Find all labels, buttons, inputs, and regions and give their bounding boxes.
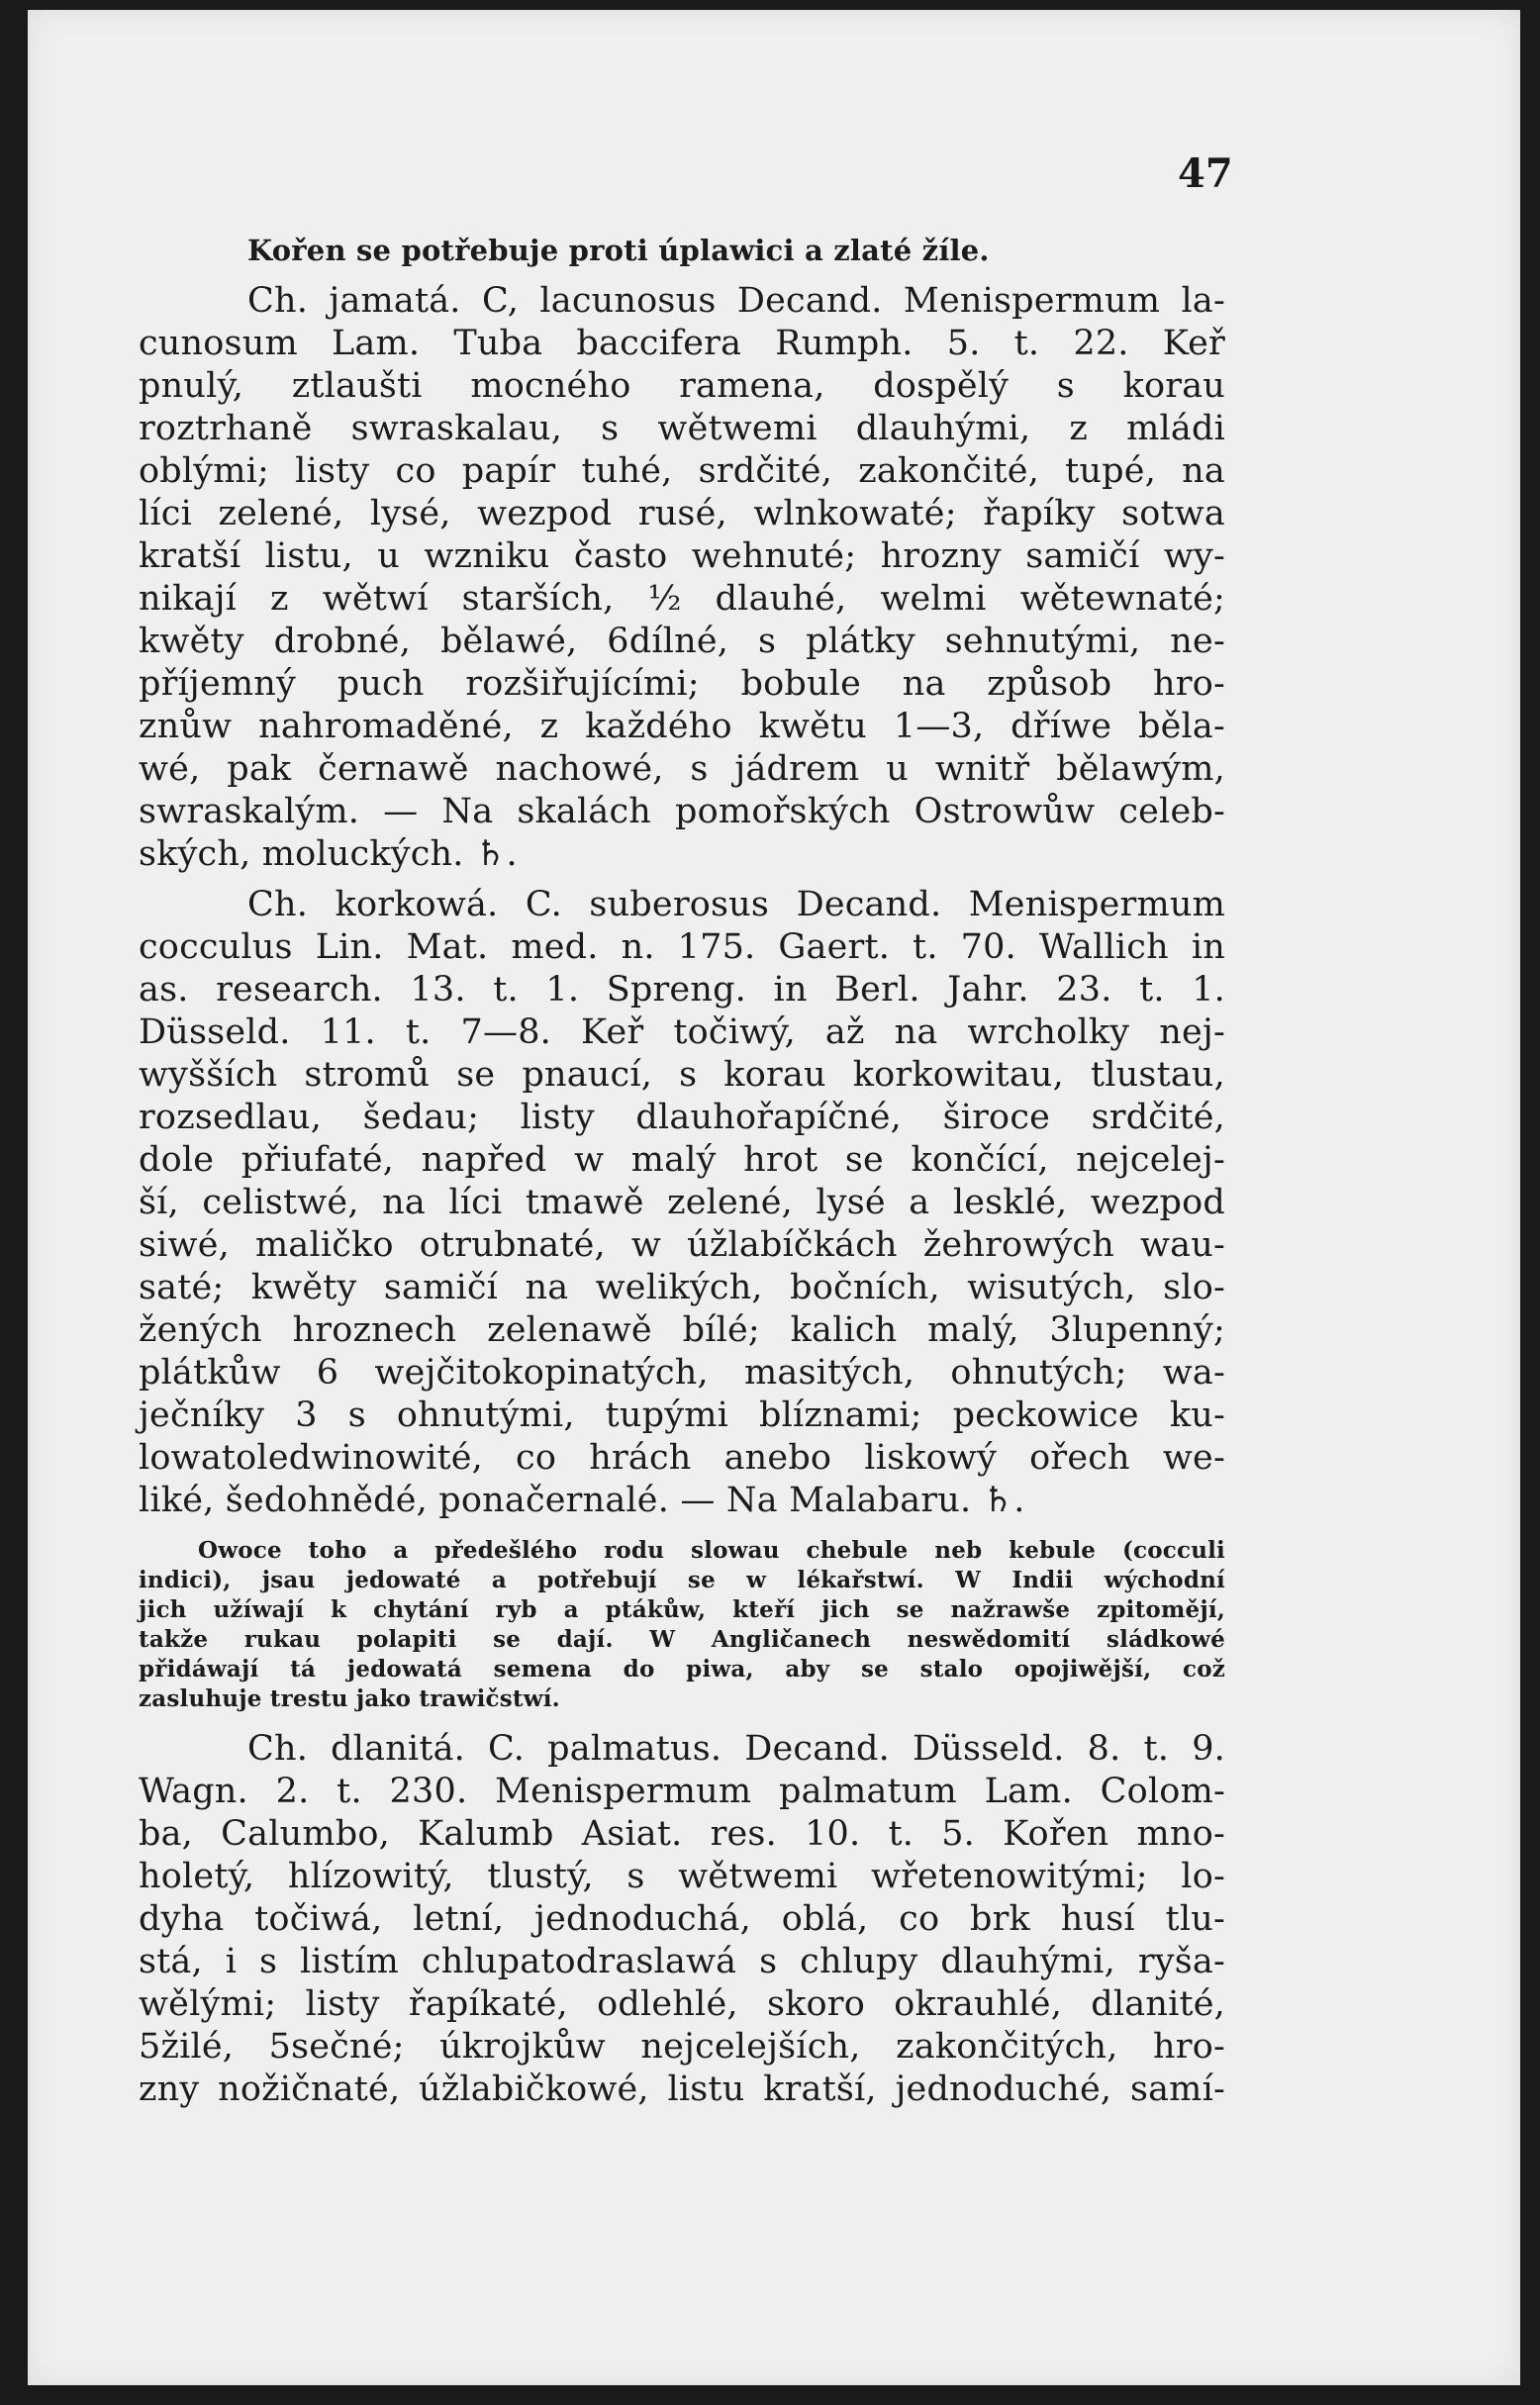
text-line: Düsseld. 11. t. 7—8. Keř točiwý, až na wrcholky nej- [139, 1012, 1225, 1052]
text-line: wé, pak černawě nachowé, s jádrem u wnitř bělawým, [139, 749, 1225, 789]
text-line: stá, i s listím chlupatodraslawá s chlupy dlauhými, ryša- [139, 1942, 1225, 1981]
text-line: pnulý, ztlaušti mocného ramena, dospělý s korau [139, 366, 1225, 406]
text-line: líci zelené, lysé, wezpod rusé, wlnkowaté; řapíky sotwa [139, 494, 1225, 533]
text-line: lowatoledwinowité, co hrách anebo liskowý ořech we- [139, 1438, 1225, 1478]
page-number: 47 [1178, 150, 1233, 197]
text-line: oblými; listy co papír tuhé, srdčité, zakončité, tupé, na [139, 451, 1225, 491]
note-line: přidáwají tá jedowatá semena do piwa, aby se stalo opojiwější, což [139, 1656, 1225, 1683]
footnote-block [139, 1536, 1225, 1714]
text-line: siwé, maličko otrubnaté, w úžlabíčkách žehrowých wau- [139, 1225, 1225, 1265]
note-line: jich užíwají k chytání ryb a ptákůw, kteří jich se nažrawše zpitomějí, [139, 1596, 1225, 1623]
text-line: kwěty drobné, bělawé, 6dílné, s plátky sehnutými, ne- [139, 622, 1225, 661]
text-line: rozsedlau, šedau; listy dlauhořapíčné, široce srdčité, [139, 1098, 1225, 1137]
text-line: swraskalým. — Na skalách pomořských Ostrowůw celeb- [139, 792, 1225, 831]
text-line: cunosum Lam. Tuba baccifera Rumph. 5. t. 22. Keř [139, 324, 1225, 363]
text-line: kratší listu, u wzniku často wehnuté; hrozny samičí wy- [139, 536, 1225, 576]
paragraph-jamata [139, 280, 1225, 876]
text-line: Kořen se potřebuje proti úplawici a zlaté žíle. [247, 234, 990, 267]
text-line: zny nožičnaté, úžlabičkowé, listu kratší, jednoduché, samí- [139, 2069, 1225, 2109]
text-body [139, 230, 1225, 2111]
text-line: Wagn. 2. t. 230. Menispermum palmatum Lam. Colom- [139, 1772, 1225, 1811]
text-line: roztrhaně swraskalau, s wětwemi dlauhými, z mládi [139, 409, 1225, 448]
text-line: dole přiufaté, napřed w malý hrot se končící, nejcelej- [139, 1140, 1225, 1180]
text-line: Ch. jamatá. C, lacunosus Decand. Menispermum la- [247, 281, 1225, 321]
text-line: příjemný puch rozšiřujícími; bobule na způsob hro- [139, 664, 1225, 704]
text-line: wělými; listy řapíkaté, odlehlé, skoro okrauhlé, dlanité, [139, 1984, 1225, 2024]
intro-paragraph [139, 230, 1225, 272]
text-line: liké, šedohnědé, ponačernalé. — Na Malabaru. ♄. [139, 1481, 1025, 1520]
text-line: znůw nahromaděné, z každého kwětu 1—3, dříwe běla- [139, 707, 1225, 746]
note-line: indici), jsau jedowaté a potřebují se w lékařstwí. W Indii wýchodní [139, 1567, 1225, 1593]
note-line: takže rukau polapiti se dají. W Angličanech neswědomití sládkowé [139, 1626, 1225, 1653]
note-line: Owoce toho a předešlého rodu slowau chebule neb kebule (cocculi [198, 1537, 1225, 1564]
text-line: dyha točiwá, letní, jednoduchá, oblá, co brk husí tlu- [139, 1899, 1225, 1939]
paragraph-dlanita [139, 1728, 1225, 2111]
text-line: wyšších stromů se pnaucí, s korau korkowitau, tlustau, [139, 1055, 1225, 1095]
text-line: ských, moluckých. ♄. [139, 834, 518, 874]
text-line: Ch. dlanitá. C. palmatus. Decand. Düsseld. 8. t. 9. [247, 1729, 1225, 1769]
text-line: 5žilé, 5sečné; úkrojkůw nejcelejších, zakončitých, hro- [139, 2027, 1225, 2067]
text-line: ječníky 3 s ohnutými, tupými blíznami; peckowice ku- [139, 1395, 1225, 1435]
note-line: zasluhuje trestu jako trawičstwí. [139, 1685, 560, 1712]
paragraph-korkowa [139, 884, 1225, 1522]
text-line: nikají z wětwí starších, ½ dlauhé, welmi wětewnaté; [139, 579, 1225, 619]
text-line: holetý, hlízowitý, tlustý, s wětwemi wřetenowitými; lo- [139, 1857, 1225, 1896]
book-page [28, 10, 1520, 2385]
text-line: plátkůw 6 wejčitokopinatých, masitých, ohnutých; wa- [139, 1353, 1225, 1393]
text-line: cocculus Lin. Mat. med. n. 175. Gaert. t. 70. Wallich in [139, 927, 1225, 967]
text-line: žených hroznech zelenawě bílé; kalich malý, 3lupenný; [139, 1310, 1225, 1350]
text-line: Ch. korkowá. C. suberosus Decand. Menispermum [247, 885, 1225, 924]
text-line: ší, celistwé, na líci tmawě zelené, lysé a lesklé, wezpod [139, 1183, 1225, 1222]
text-line: as. research. 13. t. 1. Spreng. in Berl. Jahr. 23. t. 1. [139, 970, 1225, 1010]
text-line: saté; kwěty samičí na welikých, bočních, wisutých, slo- [139, 1268, 1225, 1307]
text-line: ba, Calumbo, Kalumb Asiat. res. 10. t. 5. Kořen mno- [139, 1814, 1225, 1854]
